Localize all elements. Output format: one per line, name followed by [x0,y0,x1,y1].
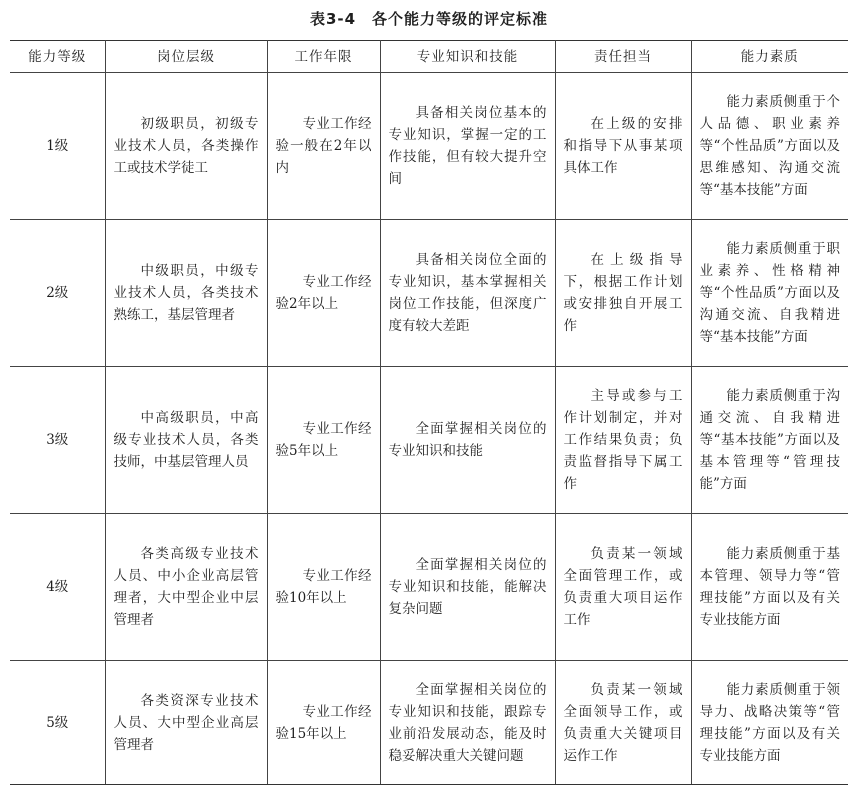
evaluation-standards-table [10,40,848,785]
table-title: 表3-4 各个能力等级的评定标准 [309,10,549,28]
cell-level: 2级 [10,220,105,367]
cell-competence: 能力素质侧重于领导力、战略决策等“管理技能”方面以及有关专业技能方面 [691,661,848,785]
cell-position: 中级职员，中级专业技术人员，各类技术熟练工，基层管理者 [105,220,267,367]
cell-knowledge: 全面掌握相关岗位的专业知识和技能 [380,367,555,514]
cell-position: 各类高级专业技术人员、中小企业高层管理者，大中型企业中层管理者 [105,514,267,661]
header-competence: 能力素质 [691,41,848,73]
cell-years: 专业工作经验10年以上 [267,514,380,661]
cell-years: 专业工作经验15年以上 [267,661,380,785]
header-position: 岗位层级 [105,41,267,73]
cell-years: 专业工作经验2年以上 [267,220,380,367]
cell-position: 中高级职员，中高级专业技术人员，各类技师，中基层管理人员 [105,367,267,514]
cell-responsibility: 主导或参与工作计划制定，并对工作结果负责；负责监督指导下属工作 [555,367,691,514]
header-responsibility: 责任担当 [555,41,691,73]
cell-knowledge: 具备相关岗位基本的专业知识，掌握一定的工作技能，但有较大提升空间 [380,73,555,220]
header-level: 能力等级 [10,41,105,73]
table-row [10,73,848,220]
cell-level: 3级 [10,367,105,514]
cell-responsibility: 在上级的安排和指导下从事某项具体工作 [555,73,691,220]
cell-position: 各类资深专业技术人员、大中型企业高层管理者 [105,661,267,785]
cell-competence: 能力素质侧重于职业素养、性格精神等“个性品质”方面以及沟通交流、自我精进等“基本技能”方面 [691,220,848,367]
header-years: 工作年限 [267,41,380,73]
cell-level: 1级 [10,73,105,220]
cell-responsibility: 负责某一领域全面领导工作，或负责重大关键项目运作工作 [555,661,691,785]
cell-competence: 能力素质侧重于沟通交流、自我精进等“基本技能”方面以及基本管理等“管理技能”方面 [691,367,848,514]
cell-knowledge: 全面掌握相关岗位的专业知识和技能，能解决复杂问题 [380,514,555,661]
cell-level: 5级 [10,661,105,785]
cell-knowledge: 全面掌握相关岗位的专业知识和技能，跟踪专业前沿发展动态，能及时稳妥解决重大关键问题 [380,661,555,785]
table-row [10,367,848,514]
cell-years: 专业工作经验一般在2年以内 [267,73,380,220]
table-row [10,514,848,661]
cell-competence: 能力素质侧重于个人品德、职业素养等“个性品质”方面以及思维感知、沟通交流等“基本技能”方面 [691,73,848,220]
cell-level: 4级 [10,514,105,661]
cell-knowledge: 具备相关岗位全面的专业知识，基本掌握相关岗位工作技能，但深度广度有较大差距 [380,220,555,367]
table-row [10,220,848,367]
cell-years: 专业工作经验5年以上 [267,367,380,514]
cell-responsibility: 在上级指导下，根据工作计划或安排独自开展工作 [555,220,691,367]
header-knowledge: 专业知识和技能 [380,41,555,73]
cell-responsibility: 负责某一领域全面管理工作，或负责重大项目运作工作 [555,514,691,661]
table-row [10,661,848,785]
header-row [10,41,848,73]
cell-competence: 能力素质侧重于基本管理、领导力等“管理技能”方面以及有关专业技能方面 [691,514,848,661]
cell-position: 初级职员，初级专业技术人员，各类操作工或技术学徒工 [105,73,267,220]
